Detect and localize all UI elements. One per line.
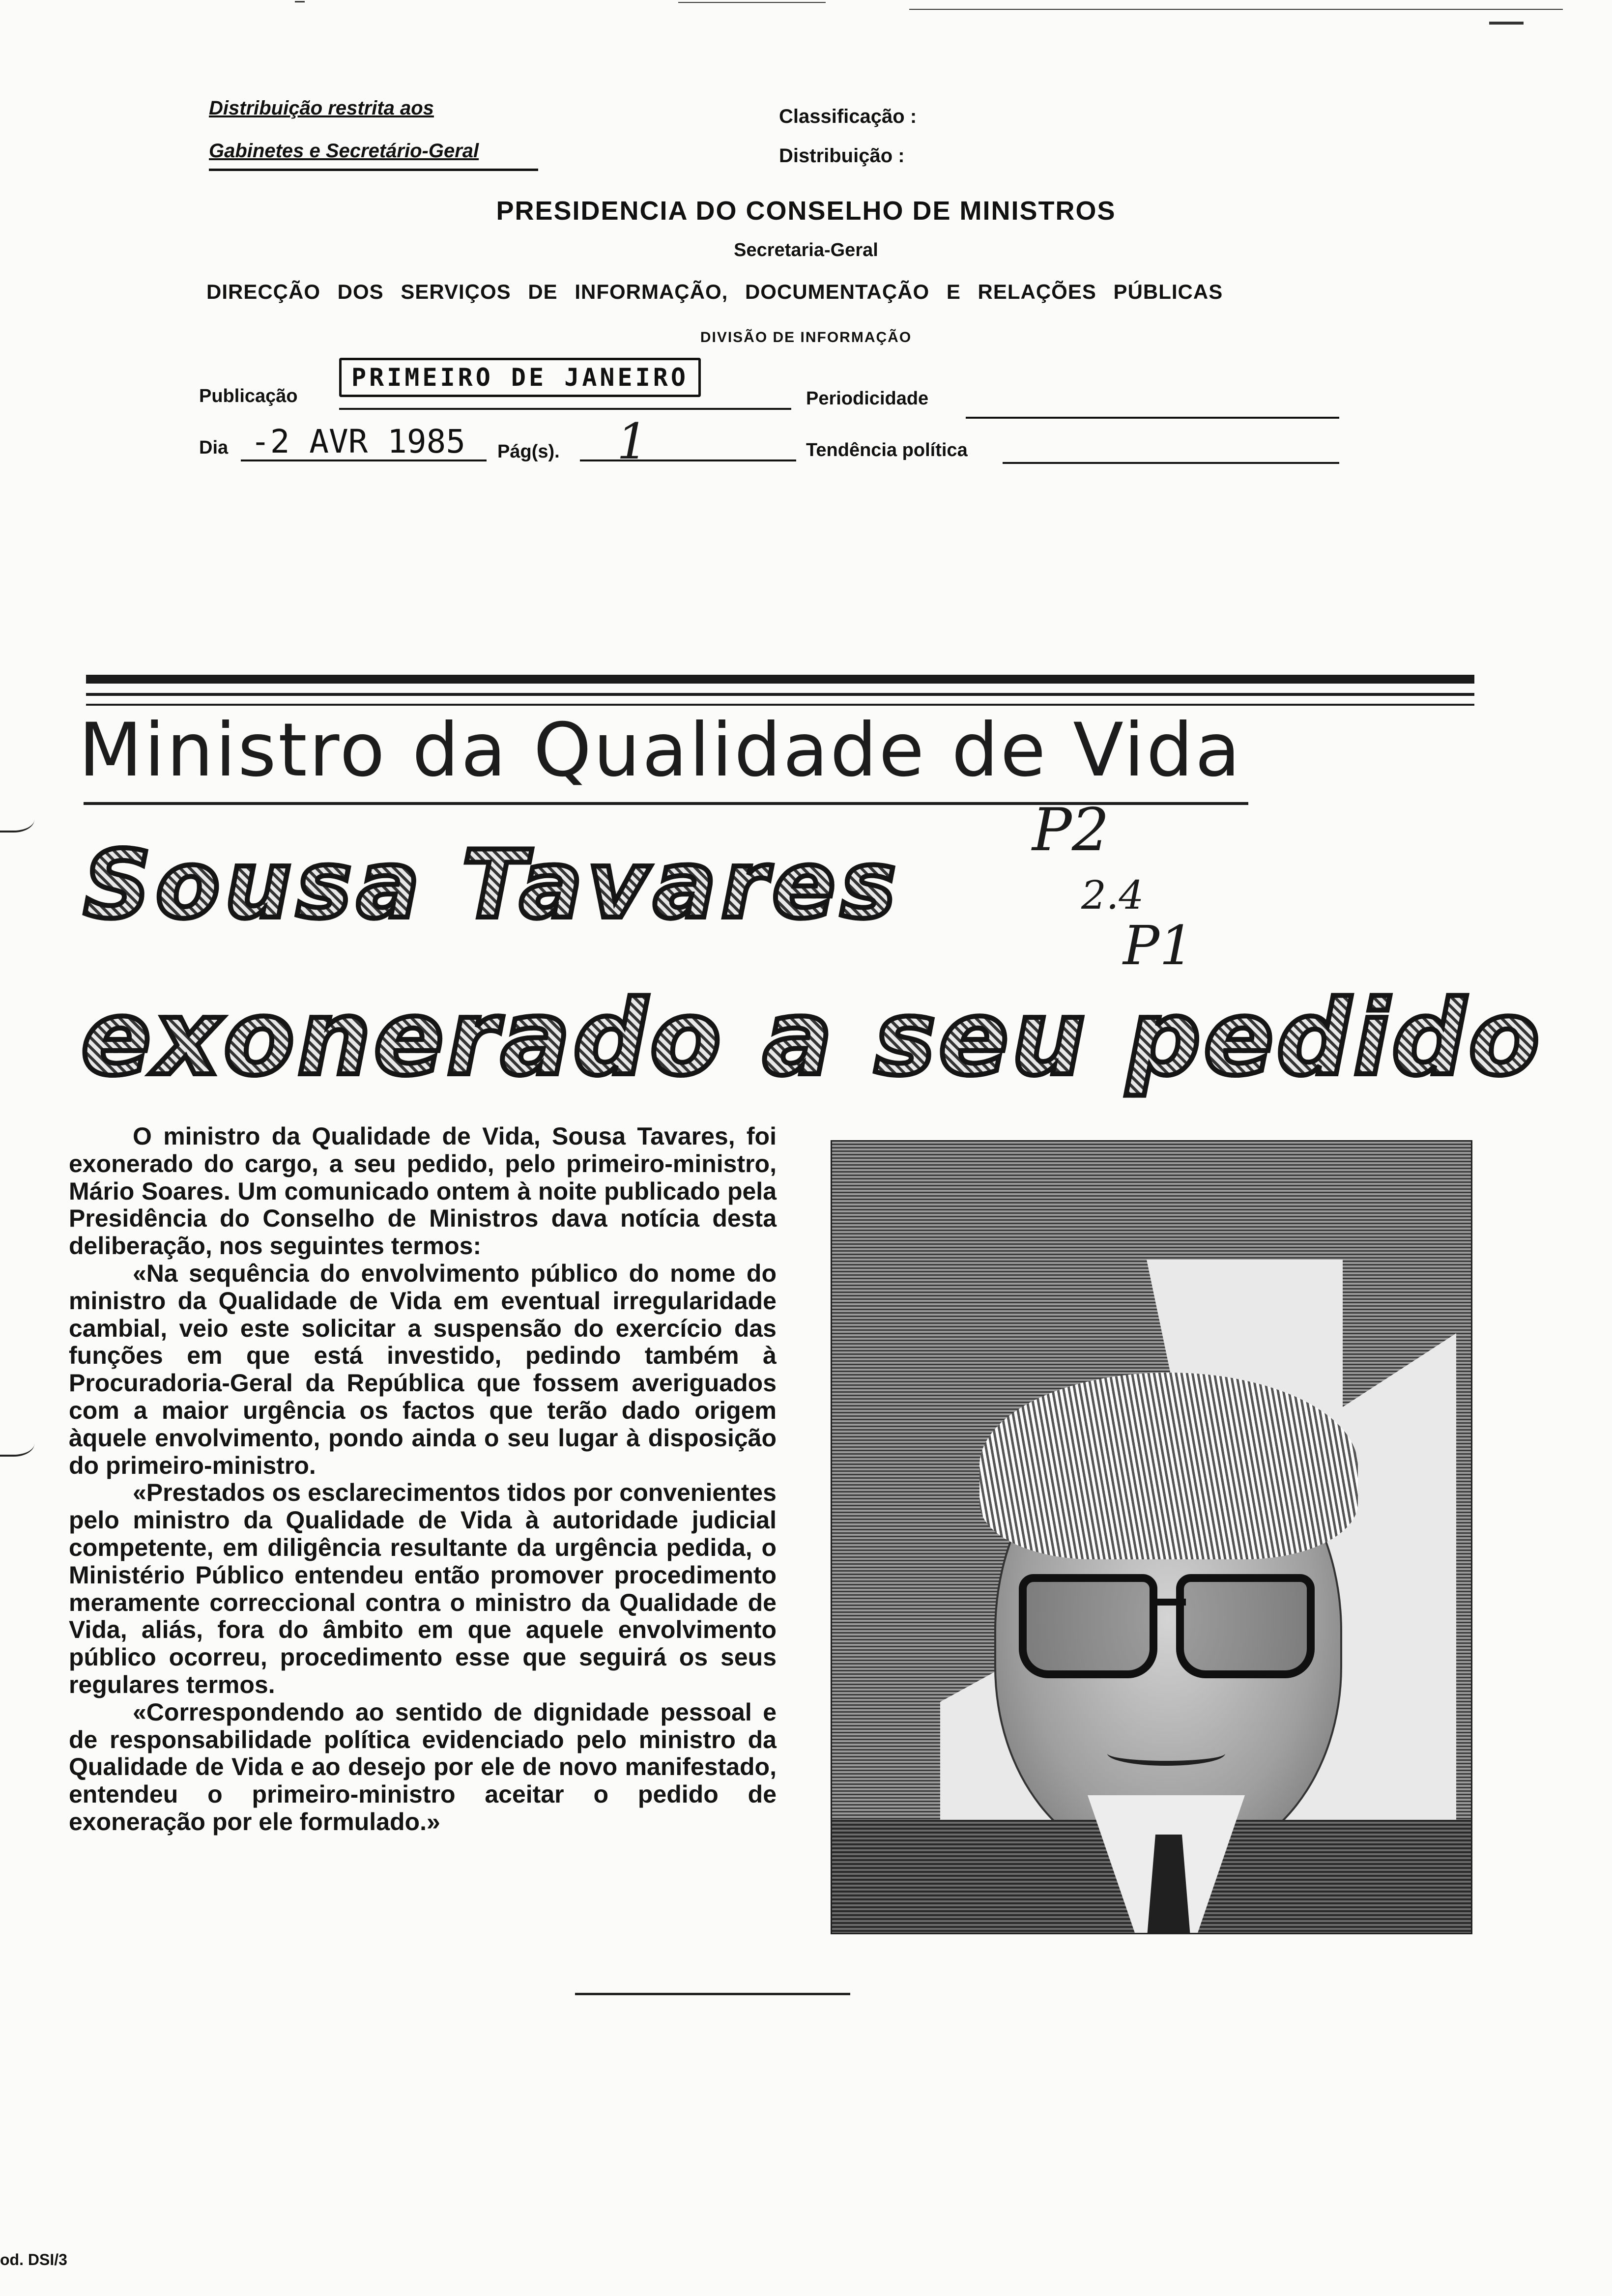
periodicity-label: Periodicidade: [806, 388, 929, 409]
publication-label: Publicação: [199, 386, 298, 406]
header-left-underline: [209, 169, 538, 171]
publication-stamp: PRIMEIRO DE JANEIRO: [339, 358, 701, 397]
periodicity-line: [966, 417, 1339, 419]
minister-portrait-photo: [831, 1140, 1472, 1934]
photo-glasses-left: [1019, 1574, 1157, 1678]
classification-label: Classificação :: [779, 106, 917, 127]
distribution-label: Distribuição :: [779, 145, 905, 167]
photo-hair: [979, 1373, 1358, 1559]
scan-artifact: [909, 9, 1563, 10]
handwritten-note-line3: P1: [1123, 914, 1194, 977]
distribution-restricted-line1: Distribuição restrita aos: [209, 97, 434, 119]
organization-title: PRESIDENCIA DO CONSELHO DE MINISTROS: [496, 196, 1116, 226]
scan-artifact: [1489, 22, 1524, 25]
scan-artifact: [295, 1, 305, 2]
article-paragraph: «Na sequência do envolvimento público do nome do ministro da Qualidade de Vida em eventual irregularidade cambial, veio este solicitar a suspensão do exercício das funções em que está investido, pedindo também à Procuradoria-Geral da República que fossem averiguados com a maior urgência os factos que terão dado origem àquele envolvimento, pondo ainda o seu lugar à disposição do primeiro-ministro.: [69, 1259, 777, 1479]
publication-line: [339, 408, 791, 410]
political-tendency-line: [1003, 462, 1339, 464]
headline-line2: exonerado a seu pedido: [81, 978, 1543, 1098]
photo-mouth: [1107, 1741, 1225, 1766]
photo-glasses-right: [1176, 1574, 1315, 1678]
political-tendency-label: Tendência política: [806, 440, 968, 460]
directorate-title: DIRECÇÃO DOS SERVIÇOS DE INFORMAÇÃO, DOCUMENTAÇÃO E RELAÇÕES PÚBLICAS: [206, 280, 1223, 303]
photo-glasses-bridge: [1156, 1599, 1186, 1606]
headline-line1: Sousa Tavares: [84, 831, 901, 939]
article-kicker: Ministro da Qualidade de Vida: [79, 708, 1242, 793]
article-bottom-rule: [575, 1993, 850, 1995]
article-top-rule-thin-2: [86, 704, 1474, 706]
secretariat-title: Secretaria-Geral: [734, 240, 878, 260]
pages-line: [580, 459, 796, 461]
pages-handwritten: 1: [617, 413, 648, 470]
article-paragraph: «Prestados os esclarecimentos tidos por convenientes pelo ministro da Qualidade de Vida à autoridade judicial competente, em diligência resultante da urgência pedida, o Ministério Público entendeu então promover procedimento meramente correccional contra o ministro da Qualidade de Vida, aliás, fora do âmbito em que aquele envolvimento público ocorreu, procedimento esse que seguirá os seus regulares termos.: [69, 1479, 777, 1698]
scan-artifact: [678, 2, 826, 3]
article-body: [69, 1123, 777, 1836]
article-top-rule-thin: [86, 693, 1474, 696]
distribution-restricted-line2: Gabinetes e Secretário-Geral: [209, 140, 479, 162]
punch-mark: [0, 1435, 34, 1457]
form-code: od. DSI/3: [0, 2251, 67, 2268]
pages-label: Pág(s).: [497, 441, 560, 462]
handwritten-note-line2: 2.4: [1081, 872, 1144, 918]
punch-mark: [0, 811, 34, 832]
article-top-rule-thick: [86, 675, 1474, 684]
handwritten-note-line1: P2: [1032, 796, 1110, 864]
article-paragraph: O ministro da Qualidade de Vida, Sousa Tavares, foi exonerado do cargo, a seu pedido, pelo primeiro-ministro, Mário Soares. Um comunicado ontem à noite publicado pela Presidência do Conselho de Ministros dava notícia desta deliberação, nos seguintes termos:: [69, 1122, 777, 1260]
day-stamp: -2 AVR 1985: [251, 423, 466, 460]
day-label: Dia: [199, 437, 229, 458]
article-paragraph: «Correspondendo ao sentido de dignidade pessoal e de responsabilidade política evidenciado pelo ministro da Qualidade de Vida e ao desejo por ele de novo manifestado, entendeu o primeiro-ministro aceitar o pedido de exoneração por ele formulado.»: [69, 1698, 777, 1836]
division-title: DIVISÃO DE INFORMAÇÃO: [700, 329, 912, 345]
